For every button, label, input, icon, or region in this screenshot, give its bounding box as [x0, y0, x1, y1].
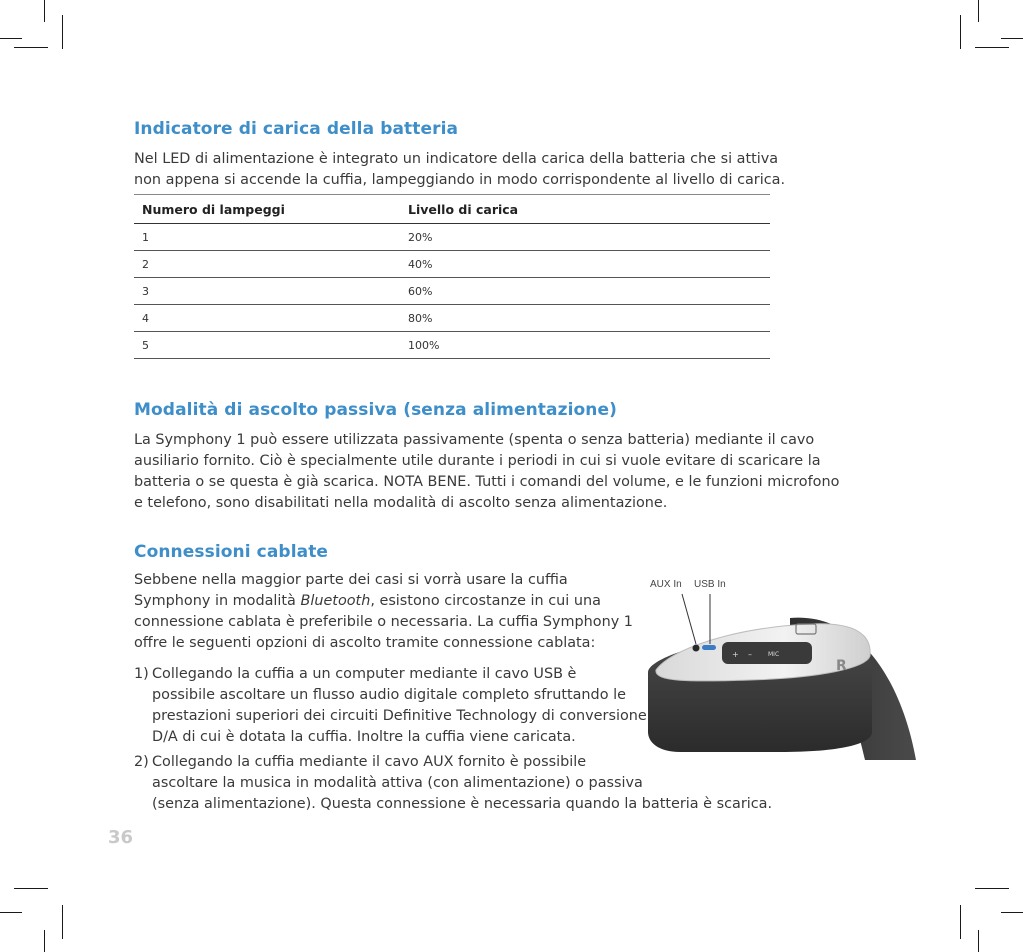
table-row: [134, 332, 770, 359]
crop-mark: [960, 15, 961, 49]
table-row: [134, 224, 770, 251]
intro-text: , esistono circostanze in cui una: [370, 593, 601, 609]
crop-mark: [978, 0, 979, 22]
table-row: [134, 251, 770, 278]
paragraph-line: connessione cablata è preferibile o necessaria. La cuffia Symphony 1: [134, 614, 633, 630]
crop-mark: [975, 47, 1009, 48]
list-item: [134, 752, 772, 815]
list-item-line: Collegando la cuffia mediante il cavo AUX fornito è possibile: [152, 754, 587, 770]
charge-level-table: [134, 194, 770, 359]
page-number: 36: [108, 827, 134, 848]
crop-mark: [1001, 38, 1023, 39]
bluetooth-term: Bluetooth: [300, 593, 371, 609]
charge-level-cell: 20%: [400, 224, 770, 251]
table-row: [134, 305, 770, 332]
paragraph-line: batteria o se questa è già scarica. NOTA BENE. Tutti i comandi del volume, e le funzioni microfono: [134, 474, 840, 490]
blink-count-cell: 4: [134, 305, 400, 332]
paragraph-line: non appena si accende la cuffia, lampeggiando in modo corrispondente al livello di carica.: [134, 172, 786, 188]
aux-port-icon: [693, 645, 700, 652]
paragraph-line: e telefono, sono disabilitati nella modalità di ascolto senza alimentazione.: [134, 495, 668, 511]
intro-text: Symphony in modalità: [134, 593, 301, 609]
list-item-line: prestazioni superiori dei circuiti Definitive Technology di conversione: [152, 708, 647, 724]
crop-mark: [975, 888, 1009, 889]
table-row: [134, 278, 770, 305]
list-item-line: ascoltare la musica in modalità attiva (con alimentazione) o passiva: [152, 775, 643, 791]
paragraph-line: Nel LED di alimentazione è integrato un indicatore della carica della batteria che si attiva: [134, 151, 779, 167]
blink-count-cell: 3: [134, 278, 400, 305]
charge-level-cell: 80%: [400, 305, 770, 332]
battery-indicator-paragraph: [134, 149, 785, 191]
passive-mode-paragraph: [134, 430, 839, 514]
mic-label: MIC: [768, 651, 780, 658]
crop-mark: [0, 38, 22, 39]
aux-in-label: AUX In: [650, 579, 682, 590]
right-side-mark: R: [836, 658, 847, 674]
wired-connections-intro: [134, 570, 633, 654]
crop-mark: [44, 930, 45, 952]
charge-level-cell: 60%: [400, 278, 770, 305]
aux-leader-line: [682, 594, 696, 644]
header-charge-level: Livello di carica: [400, 195, 770, 224]
blink-count-cell: 5: [134, 332, 400, 359]
blink-count-cell: 2: [134, 251, 400, 278]
crop-mark: [14, 47, 48, 48]
crop-mark: [62, 15, 63, 49]
paragraph-line: offre le seguenti opzioni di ascolto tramite connessione cablata:: [134, 635, 596, 651]
headphone-ports-illustration: [640, 572, 916, 760]
blink-count-cell: 1: [134, 224, 400, 251]
wired-connections-heading: Connessioni cablate: [134, 542, 329, 562]
crop-mark: [960, 905, 961, 939]
list-item-number: 2): [134, 754, 149, 770]
paragraph-line: ausiliario fornito. Ciò è specialmente utile durante i periodi in cui si vuole evitare di scaricare la: [134, 453, 821, 469]
crop-mark: [978, 930, 979, 952]
crop-mark: [62, 905, 63, 939]
paragraph-line: [134, 591, 633, 612]
passive-mode-heading: Modalità di ascolto passiva (senza alimentazione): [134, 400, 617, 420]
table-header-row: [134, 195, 770, 224]
volume-up-label: +: [732, 650, 739, 659]
crop-mark: [1001, 912, 1023, 913]
usb-port-icon: [702, 645, 716, 650]
paragraph-line: Sebbene nella maggior parte dei casi si vorrà usare la cuffia: [134, 572, 568, 588]
usb-in-label: USB In: [694, 579, 726, 590]
crop-mark: [0, 912, 22, 913]
battery-indicator-heading: Indicatore di carica della batteria: [134, 119, 459, 139]
list-item-line: possibile ascoltare un flusso audio digitale completo sfruttando le: [152, 687, 626, 703]
volume-down-label: –: [748, 650, 752, 659]
crop-mark: [44, 0, 45, 22]
list-item-line: Collegando la cuffia a un computer mediante il cavo USB è: [152, 666, 577, 682]
charge-level-cell: 40%: [400, 251, 770, 278]
list-item-number: 1): [134, 666, 149, 682]
crop-mark: [14, 888, 48, 889]
list-item-line: (senza alimentazione). Questa connessione è necessaria quando la batteria è scarica.: [152, 796, 773, 812]
charge-level-cell: 100%: [400, 332, 770, 359]
header-blink-count: Numero di lampeggi: [134, 195, 400, 224]
list-item-line: D/A di cui è dotata la cuffia. Inoltre la cuffia viene caricata.: [152, 729, 576, 745]
paragraph-line: La Symphony 1 può essere utilizzata passivamente (spenta o senza batteria) mediante il cavo: [134, 432, 815, 448]
